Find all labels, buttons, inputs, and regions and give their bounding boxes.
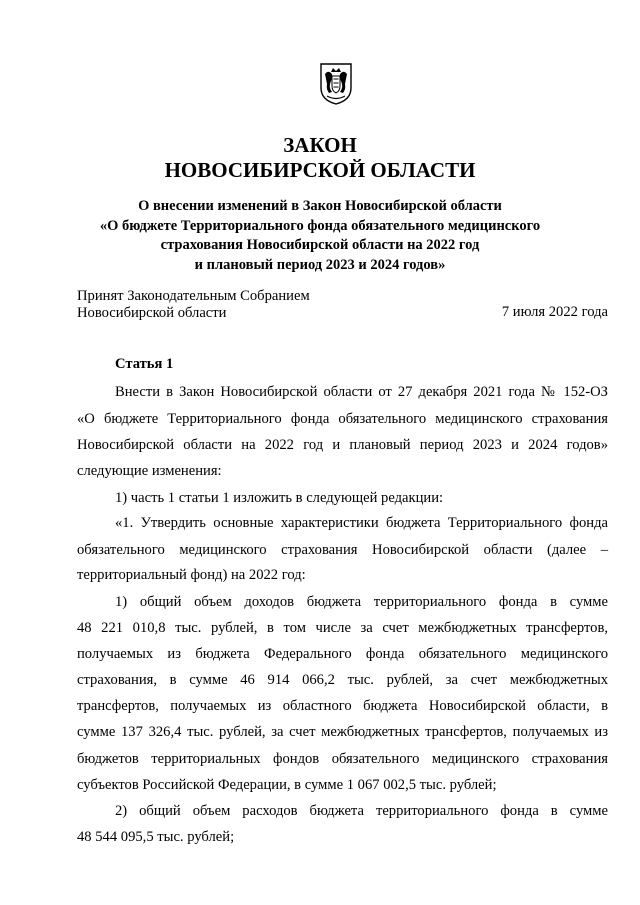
article-line: 2) общий объем расходов бюджета территориального фонда в сумме	[115, 803, 608, 819]
article-line: субъектов Российской Федерации, в сумме 1 067 002,5 тыс. рублей;	[77, 777, 497, 793]
subtitle-line: страхования Новосибирской области на 2022 год	[160, 237, 480, 253]
article-line: 1) часть 1 статьи 1 изложить в следующей редакции:	[115, 490, 444, 506]
adoption-date: 7 июля 2022 года	[501, 304, 608, 320]
article-line: трансфертов, получаемых из областного бюджета Новосибирской области, в	[77, 698, 608, 714]
article-line: обязательного медицинского страхования Новосибирской области (далее –	[77, 542, 608, 558]
article-line: получаемых из бюджета Федерального фонда обязательного медицинского	[77, 646, 608, 662]
subtitle-line: и плановый период 2023 и 2024 годов»	[194, 256, 446, 273]
adoption-line2: Новосибирской области	[77, 305, 227, 321]
subtitle-line: О внесении изменений в Закон Новосибирской области	[138, 198, 502, 214]
article-line: 48 544 095,5 тыс. рублей;	[77, 829, 235, 845]
document-subtitle	[60, 197, 580, 275]
article-line: «О бюджете Территориального фонда обязательного медицинского страхования	[77, 411, 608, 427]
article-line: страхования, в сумме 46 914 066,2 тыс. рублей, за счет межбюджетных	[77, 672, 608, 688]
article-heading: Статья 1	[115, 356, 174, 372]
document-title-line2: НОВОСИБИРСКОЙ ОБЛАСТИ	[164, 158, 476, 182]
article-line: 48 221 010,8 тыс. рублей, в том числе за счет межбюджетных трансфертов,	[77, 620, 608, 636]
article-line: Внести в Закон Новосибирской области от 27 декабря 2021 года № 152-ОЗ	[115, 384, 608, 400]
article-line: «1. Утвердить основные характеристики бюджета Территориального фонда	[115, 515, 608, 531]
article-line: бюджетов территориальных фондов обязательного медицинского страхования	[77, 751, 608, 767]
document-title-line1: ЗАКОН	[283, 133, 357, 157]
article-line: следующие изменения:	[77, 463, 222, 479]
coat-of-arms-icon	[319, 62, 353, 106]
article-line: сумме 137 326,4 тыс. рублей, за счет межбюджетных трансфертов, получаемых из	[77, 724, 608, 740]
article-line: Новосибирской области на 2022 год и плановый период 2023 и 2024 годов»	[77, 437, 608, 453]
article-line: территориальный фонд) на 2022 год:	[77, 567, 306, 583]
article-line: 1) общий объем доходов бюджета территориального фонда в сумме	[115, 594, 608, 610]
adoption-line1: Принят Законодательным Собранием	[77, 288, 310, 304]
subtitle-line: «О бюджете Территориального фонда обязательного медицинского	[99, 217, 541, 234]
